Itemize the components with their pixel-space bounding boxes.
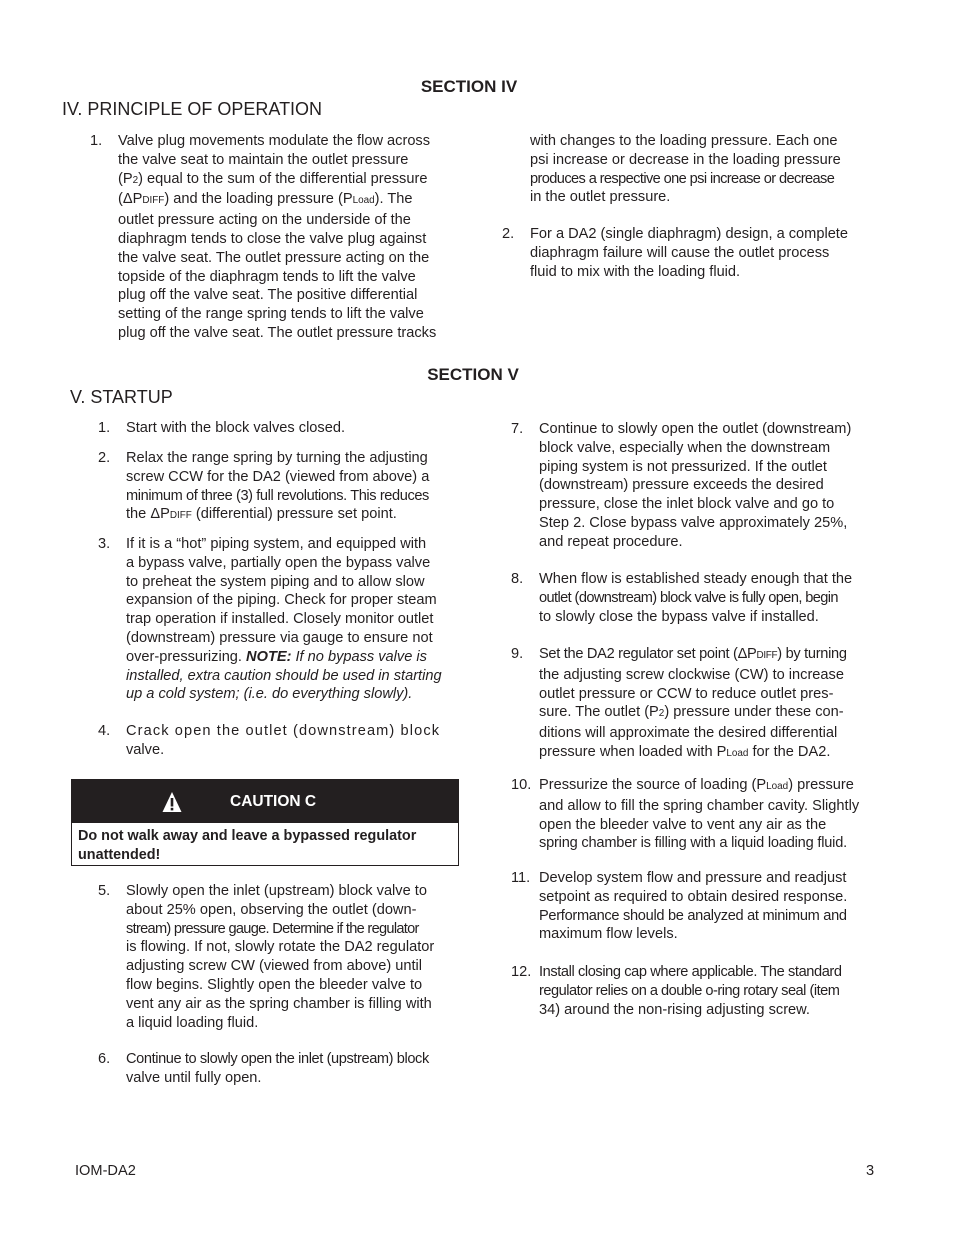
caution-box xyxy=(71,779,459,866)
list-item-text: Relax the range spring by turning the adjusting screw CCW for the DA2 (viewed from above) a minimum of three (3) full revolutions. This reduces the ΔPDIFF (differential) pressure set point. xyxy=(126,450,430,523)
caution-title: CAUTION C xyxy=(230,793,317,810)
list-item-text: Develop system flow and pressure and readjust setpoint as required to obtain desired response. Performance should be analyzed at minimum and maximum flow levels. xyxy=(539,870,848,943)
page-number: 3 xyxy=(866,1163,875,1179)
list-item-text: Slowly open the inlet (upstream) block valve to about 25% open, observing the outlet (down- stream) pressure gauge. Determine if the regulator is flowing. If not, slowly rotate the DA2 regulator adjusting screw CW (viewed from above) until flow begins. Slightly open the bleeder valve to vent any air as the spring chamber is filling with a liquid loading fluid. xyxy=(126,883,435,1031)
startup-step-12 xyxy=(511,963,873,1023)
startup-heading: V. STARTUP xyxy=(70,387,173,407)
principle-item-1-continued: with changes to the loading pressure. Each one psi increase or decrease in the loading pressure produces a respective one psi increase or decrease in the outlet pressure. xyxy=(530,133,841,206)
startup-step-3 xyxy=(98,535,460,710)
list-number: 6. xyxy=(98,1051,111,1067)
list-item-text: Continue to slowly open the outlet (downstream) block valve, especially when the downstream piping system is not pressurized. If the outlet (downstream) pressure exceeds the desired pressure, close the inlet block valve and go to Step 2. Close bypass valve approximately 25%, and repeat procedure. xyxy=(539,421,852,550)
list-number: 3. xyxy=(98,536,111,552)
list-number: 12. xyxy=(511,964,532,980)
startup-step-7 xyxy=(511,420,873,555)
list-item-text: Set the DA2 regulator set point (ΔPDIFF) by turning the adjusting screw clockwise (CW) to increase outlet pressure or CCW to reduce outlet pres- sure. The outlet (P2) pressure under these con- ditions will approximate the desired differential pressure when loaded with PLoad for the DA2. xyxy=(539,646,847,760)
list-item-text: Valve plug movements modulate the flow across the valve seat to maintain the outlet pressure (P2) equal to the sum of the differential pressure (ΔPDIFF) and the loading pressure (PLoad). The outlet pressure acting on the underside of the diaphragm tends to close the valve plug against the valve seat. The outlet pressure acting on the topside of the diaphragm tends to lift the valve plug off the valve seat. The positive differential setting of the range spring tends to lift the valve plug off the valve seat. The outlet pressure tracks xyxy=(118,133,437,341)
startup-step-9 xyxy=(511,645,873,763)
startup-step-11 xyxy=(511,869,873,949)
list-item-text: Crack open the outlet (downstream) block valve. xyxy=(126,723,441,758)
list-number: 1. xyxy=(90,133,103,149)
section-v-title: SECTION V xyxy=(427,365,519,384)
startup-step-8 xyxy=(511,570,873,630)
list-number: 4. xyxy=(98,723,111,739)
document-id: IOM-DA2 xyxy=(75,1163,136,1179)
list-number: 9. xyxy=(511,646,524,662)
list-number: 2. xyxy=(502,226,515,242)
section-iv-title: SECTION IV xyxy=(420,77,518,96)
list-number: 7. xyxy=(511,421,524,437)
list-item-text: Start with the block valves closed. xyxy=(126,420,346,436)
list-number: 10. xyxy=(511,777,532,793)
caution-message: Do not walk away and leave a bypassed regulator unattended! xyxy=(78,828,417,863)
principle-item-1 xyxy=(90,132,452,342)
list-number: 8. xyxy=(511,571,524,587)
startup-step-4 xyxy=(98,722,460,762)
list-item-text: Install closing cap where applicable. The standard regulator relies on a double o-ring rotary seal (item 34) around the non-rising adjusting screw. xyxy=(539,964,842,1018)
list-number: 1. xyxy=(98,420,111,436)
list-number: 11. xyxy=(511,870,531,886)
list-item-text: Pressurize the source of loading (PLoad) pressure and allow to fill the spring chamber cavity. Slightly open the bleeder valve to vent any air as the spring chamber is filling with a liquid loading fluid. xyxy=(539,777,860,852)
list-item-text: When flow is established steady enough that the outlet (downstream) block valve is fully open, begin to slowly close the bypass valve if installed. xyxy=(539,571,853,625)
principle-item-2 xyxy=(502,225,866,285)
startup-step-10 xyxy=(511,776,873,856)
list-number: 5. xyxy=(98,883,111,899)
startup-step-6 xyxy=(98,1050,460,1090)
list-item-text: Continue to slowly open the inlet (upstream) block valve until fully open. xyxy=(126,1051,429,1086)
warning-triangle-icon xyxy=(162,791,182,813)
list-number: 2. xyxy=(98,450,111,466)
principle-of-operation-heading: IV. PRINCIPLE OF OPERATION xyxy=(62,99,323,119)
list-item-text: If it is a “hot” piping system, and equipped with a bypass valve, partially open the bypass valve to preheat the system piping and to allow slow expansion of the piping. Check for proper steam trap operation if installed. Closely monitor outlet (downstream) pressure via gauge to ensure not over-pressurizing. NOTE: If no bypass valve is installed, extra caution should be used in starting up a cold system; (i.e. do everything slowly). xyxy=(126,536,442,703)
caution-header xyxy=(72,780,458,823)
startup-step-1 xyxy=(98,419,460,439)
list-item-text: For a DA2 (single diaphragm) design, a complete diaphragm failure will cause the outlet process fluid to mix with the loading fluid. xyxy=(530,226,848,280)
startup-step-2 xyxy=(98,449,460,529)
startup-step-5 xyxy=(98,882,460,1037)
